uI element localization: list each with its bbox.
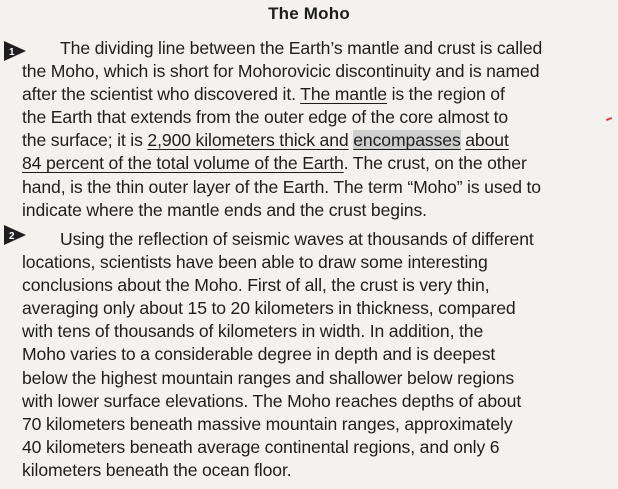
underlined-phrase: The mantle — [300, 84, 387, 105]
text-span: after the scientist who discovered it. — [22, 84, 301, 105]
text-line: with tens of thousands of kilometers in width. In addition, the — [22, 321, 484, 342]
underlined-phrase: 84 percent of the total volume of the Earth — [22, 153, 344, 174]
paragraph-2 — [22, 228, 614, 482]
text-line — [22, 83, 614, 106]
paragraph-2-number: 2 — [9, 231, 15, 242]
paragraph-1-number: 1 — [9, 47, 15, 58]
text-line: Using the reflection of seismic waves at thousands of different — [60, 229, 534, 249]
text-line: The dividing line between the Earth’s mantle and crust is called — [60, 38, 543, 58]
text-line — [22, 129, 614, 152]
text-line: the Moho, which is short for Mohorovicic discontinuity and is named — [22, 61, 540, 82]
text-span: the surface; it is — [22, 130, 148, 151]
text-line: averaging only about 15 to 20 kilometers in thickness, compared — [22, 298, 516, 319]
text-line: the Earth that extends from the outer edge of the core almost to — [22, 107, 509, 128]
underlined-phrase: about — [465, 130, 509, 151]
text-line: Moho varies to a considerable degree in depth and is deepest — [22, 344, 496, 365]
highlighted-word: encompasses — [353, 130, 461, 151]
page-title: The Moho — [268, 4, 350, 23]
text-line: locations, scientists have been able to draw some interesting — [22, 252, 488, 273]
text-line: below the highest mountain ranges and shallower below regions — [22, 367, 515, 388]
text-line: kilometers beneath the ocean floor. — [22, 459, 292, 480]
text-line: 40 kilometers beneath average continental regions, and only 6 — [22, 436, 500, 457]
text-line: conclusions about the Moho. First of all, the crust is very thin, — [22, 275, 490, 296]
text-span: . The crust, on the other — [343, 153, 527, 174]
text-line — [22, 152, 614, 175]
text-span: is the region of — [386, 84, 505, 105]
text-line: indicate where the mantle ends and the crust begins. — [22, 199, 427, 220]
underlined-phrase: 2,900 kilometers thick and — [147, 130, 349, 151]
text-line: with lower surface elevations. The Moho reaches depths of about — [22, 390, 522, 411]
paragraph-1 — [22, 37, 614, 222]
text-line: hand, is the thin outer layer of the Earth. The term “Moho” is used to — [22, 176, 541, 197]
text-line: 70 kilometers beneath massive mountain ranges, approximately — [22, 413, 513, 434]
